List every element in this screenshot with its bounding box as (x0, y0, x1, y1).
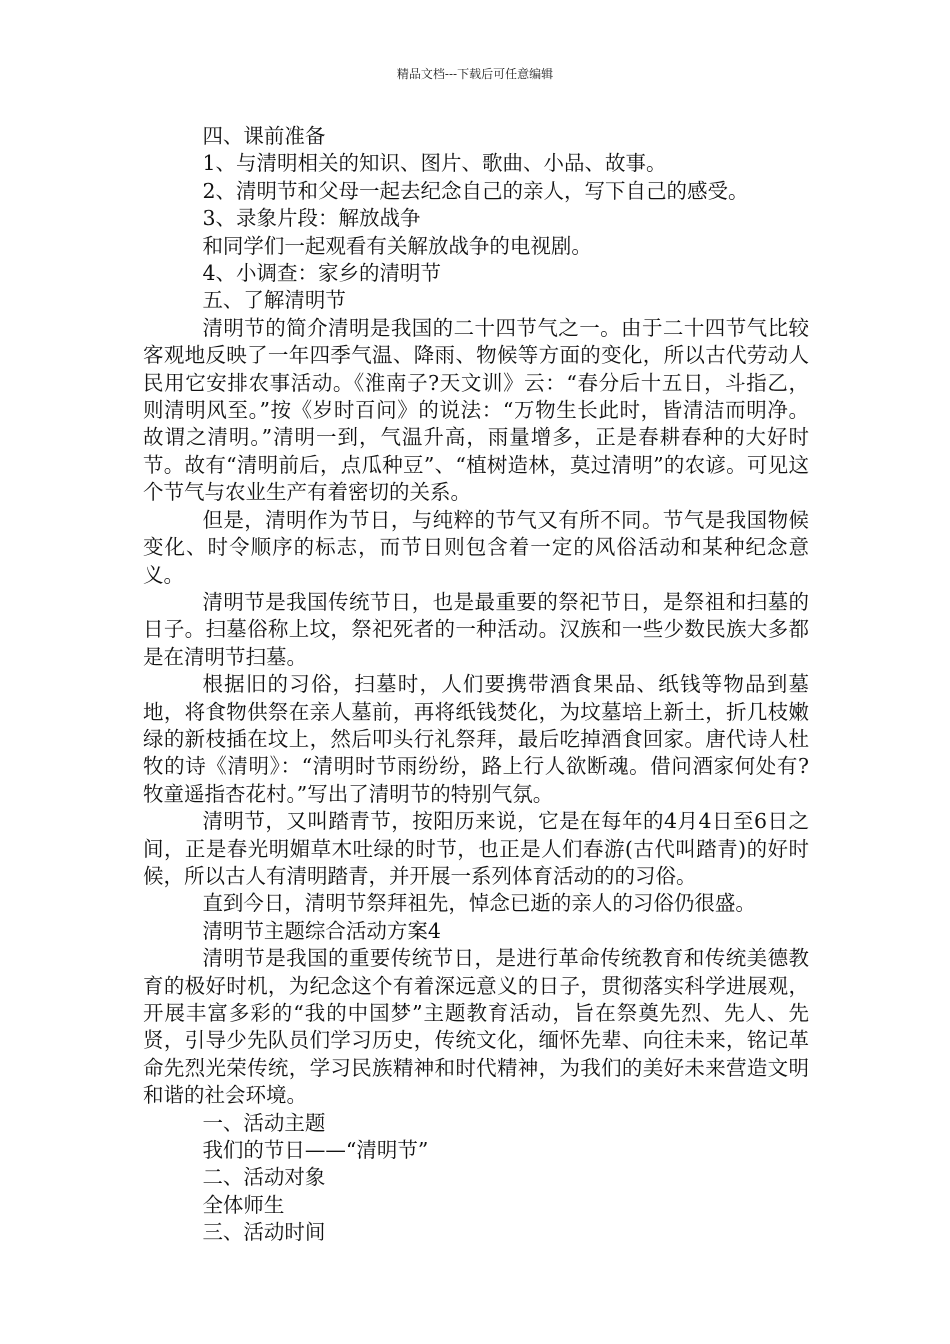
list-item: 3、录象片段：解放战争 (202, 206, 421, 231)
section-heading-time: 三、活动时间 (202, 1220, 326, 1245)
section-value: 我们的节日——“清明节” (202, 1138, 429, 1163)
section-heading-preparation: 四、课前准备 (202, 124, 326, 148)
body-paragraph: 但是，清明作为节日，与纯粹的节气又有所不同。节气是我国物候变化、时令顺序的标志，而节日则包含着一定的风俗活动和某种纪念意义。 (143, 507, 809, 587)
body-paragraph: 清明节的简介清明是我国的二十四节气之一。由于二十四节气比较客观地反映了一年四季气温、降雨、物候等方面的变化，所以古代劳动人民用它安排农事活动。《淮南子?天文训》云：“春分后十五日，斗指乙，则清明风至。”按《岁时百问》的说法：“万物生长此时，皆清洁而明净。故谓之清明。”清明一到，气温升高，雨量增多，正是春耕春种的大好时节。故有“清明前后，点瓜种豆”、“植树造林，莫过清明”的农谚。可见这个节气与农业生产有着密切的关系。 (143, 315, 809, 505)
body-paragraph: 根据旧的习俗，扫墓时，人们要携带酒食果品、纸钱等物品到墓地，将食物供祭在亲人墓前，再将纸钱焚化，为坟墓培上新土，折几枝嫩绿的新枝插在坟上，然后叩头行礼祭拜，最后吃掉酒食回家。唐代诗人杜牧的诗《清明》：“清明时节雨纷纷，路上行人欲断魂。借问酒家何处有?牧童遥指杏花村。”写出了清明节的特别气氛。 (143, 672, 809, 806)
section-value: 全体师生 (202, 1192, 285, 1217)
body-paragraph: 清明节是我国传统节日，也是最重要的祭祀节日，是祭祖和扫墓的日子。扫墓俗称上坟，祭祀死者的一种活动。汉族和一些少数民族大多都是在清明节扫墓。 (143, 589, 809, 669)
body-paragraph: 清明节，又叫踏青节，按阳历来说，它是在每年的4月4日至6日之间，正是春光明媚草木吐绿的时节，也正是人们春游(古代叫踏青)的好时候，所以古人有清明踏青，并开展一系列体育活动的的习俗。 (143, 809, 809, 888)
list-item: 1、与清明相关的知识、图片、歌曲、小品、故事。 (202, 151, 667, 176)
list-item-note: 和同学们一起观看有关解放战争的电视剧。 (202, 233, 592, 258)
plan-title: 清明节主题综合活动方案4 (202, 918, 441, 943)
list-item: 4、小调查：家乡的清明节 (202, 261, 441, 286)
body-paragraph: 直到今日，清明节祭拜祖先，悼念已逝的亲人的习俗仍很盛。 (202, 891, 756, 916)
section-heading-theme: 一、活动主题 (202, 1110, 326, 1135)
list-item: 2、清明节和父母一起去纪念自己的亲人，写下自己的感受。 (202, 178, 749, 203)
section-heading-audience: 二、活动对象 (202, 1165, 326, 1190)
document-body (143, 123, 809, 1247)
body-paragraph: 清明节是我国的重要传统节日，是进行革命传统教育和传统美德教育的极好时机，为纪念这个有着深远意义的日子，贯彻落实科学进展观，开展丰富多彩的“我的中国梦”主题教育活动，旨在祭奠先烈、先人、先贤，引导少先队员们学习历史，传统文化，缅怀先辈、向往未来，铭记革命先烈光荣传统，学习民族精神和时代精神，为我们的美好未来营造文明和谐的社会环境。 (143, 946, 809, 1108)
section-heading-understand: 五、了解清明节 (202, 288, 346, 313)
page-header: 精品文档---下载后可任意编辑 (396, 67, 554, 81)
